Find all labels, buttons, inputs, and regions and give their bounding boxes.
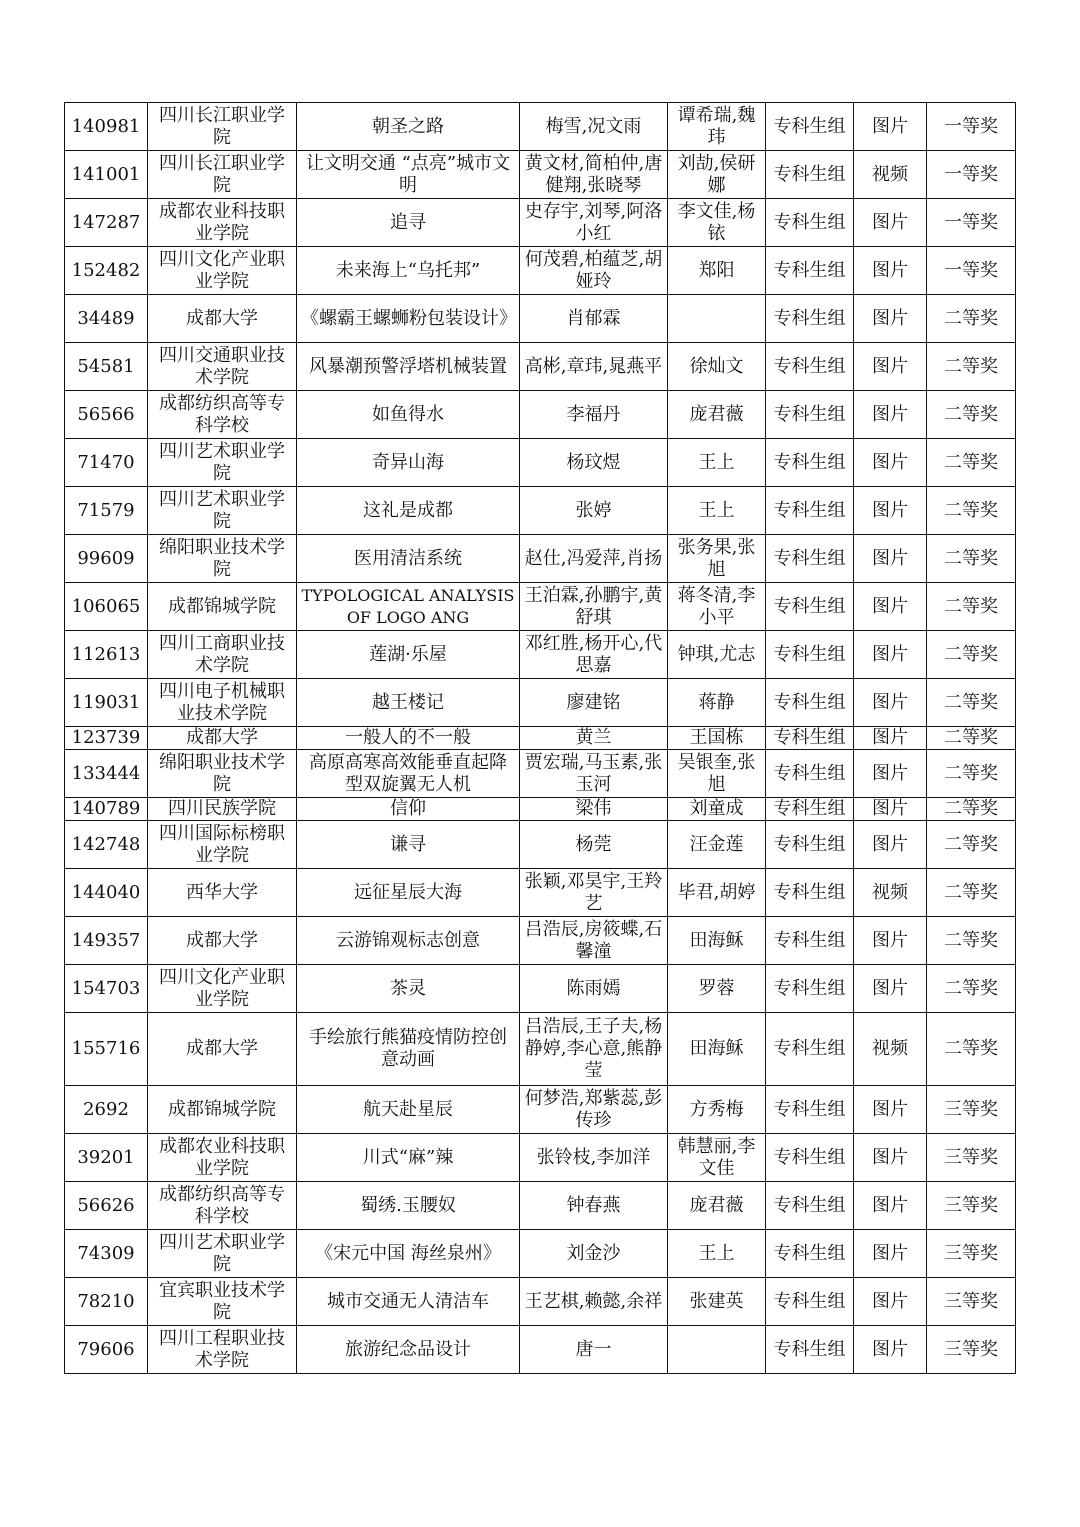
group-cell: 专科生组	[766, 487, 854, 535]
work-title-cell: 《螺霸王螺蛳粉包装设计》	[297, 295, 520, 343]
advisors-cell: 李文佳,杨铱	[668, 199, 766, 247]
entry-id-cell: 106065	[65, 583, 148, 631]
award-cell: 二等奖	[927, 965, 1016, 1013]
advisors-cell: 张建英	[668, 1278, 766, 1326]
award-cell: 二等奖	[927, 487, 1016, 535]
school-cell: 四川长江职业学院	[148, 151, 297, 199]
table-row	[65, 1134, 1016, 1182]
work-title-cell: 一般人的不一般	[297, 727, 520, 750]
advisors-cell: 徐灿文	[668, 343, 766, 391]
table-row	[65, 821, 1016, 869]
authors-cell: 黄文材,简柏仲,唐健翔,张晓琴	[520, 151, 668, 199]
award-cell: 二等奖	[927, 1013, 1016, 1086]
award-cell: 二等奖	[927, 295, 1016, 343]
work-title-cell: 追寻	[297, 199, 520, 247]
award-cell: 一等奖	[927, 199, 1016, 247]
work-title-cell: 远征星辰大海	[297, 869, 520, 917]
work-type-cell: 图片	[854, 631, 927, 679]
advisors-cell	[668, 1326, 766, 1374]
advisors-cell: 田海稣	[668, 1013, 766, 1086]
table-row	[65, 1086, 1016, 1134]
authors-cell: 陈雨嫣	[520, 965, 668, 1013]
group-cell: 专科生组	[766, 631, 854, 679]
group-cell: 专科生组	[766, 391, 854, 439]
entry-id-cell: 133444	[65, 750, 148, 798]
table-row	[65, 439, 1016, 487]
school-cell: 成都纺织高等专科学校	[148, 391, 297, 439]
authors-cell: 杨莞	[520, 821, 668, 869]
advisors-cell: 庞君薇	[668, 391, 766, 439]
work-title-cell: 未来海上“乌托邦”	[297, 247, 520, 295]
work-type-cell: 图片	[854, 487, 927, 535]
table-row	[65, 631, 1016, 679]
entry-id-cell: 142748	[65, 821, 148, 869]
entry-id-cell: 78210	[65, 1278, 148, 1326]
entry-id-cell: 34489	[65, 295, 148, 343]
entry-id-cell: 54581	[65, 343, 148, 391]
entry-id-cell: 99609	[65, 535, 148, 583]
advisors-cell: 吴银奎,张旭	[668, 750, 766, 798]
group-cell: 专科生组	[766, 247, 854, 295]
school-cell: 成都农业科技职业学院	[148, 1134, 297, 1182]
authors-cell: 史存宇,刘琴,阿洛小红	[520, 199, 668, 247]
table-row	[65, 199, 1016, 247]
awards-table	[64, 102, 1016, 1374]
entry-id-cell: 154703	[65, 965, 148, 1013]
entry-id-cell: 74309	[65, 1230, 148, 1278]
authors-cell: 贾宏瑞,马玉素,张玉河	[520, 750, 668, 798]
school-cell: 四川艺术职业学院	[148, 1230, 297, 1278]
authors-cell: 李福丹	[520, 391, 668, 439]
authors-cell: 钟春燕	[520, 1182, 668, 1230]
table-row	[65, 1182, 1016, 1230]
entry-id-cell: 112613	[65, 631, 148, 679]
authors-cell: 黄兰	[520, 727, 668, 750]
group-cell: 专科生组	[766, 583, 854, 631]
authors-cell: 吕浩辰,房筱蝶,石馨潼	[520, 917, 668, 965]
school-cell: 绵阳职业技术学院	[148, 750, 297, 798]
authors-cell: 杨玟煜	[520, 439, 668, 487]
authors-cell: 梅雪,况文雨	[520, 103, 668, 151]
award-cell: 二等奖	[927, 821, 1016, 869]
work-title-cell: 让文明交通 “点亮”城市文明	[297, 151, 520, 199]
school-cell: 成都大学	[148, 1013, 297, 1086]
table-row	[65, 1278, 1016, 1326]
entry-id-cell: 123739	[65, 727, 148, 750]
award-cell: 二等奖	[927, 343, 1016, 391]
group-cell: 专科生组	[766, 199, 854, 247]
entry-id-cell: 71470	[65, 439, 148, 487]
school-cell: 成都大学	[148, 295, 297, 343]
award-cell: 二等奖	[927, 391, 1016, 439]
entry-id-cell: 147287	[65, 199, 148, 247]
school-cell: 成都大学	[148, 917, 297, 965]
advisors-cell: 刘劼,侯研娜	[668, 151, 766, 199]
work-type-cell: 图片	[854, 583, 927, 631]
table-row	[65, 727, 1016, 750]
advisors-cell: 汪金莲	[668, 821, 766, 869]
award-cell: 三等奖	[927, 1182, 1016, 1230]
award-cell: 二等奖	[927, 439, 1016, 487]
group-cell: 专科生组	[766, 103, 854, 151]
authors-cell: 何梦浩,郑紫蕊,彭传珍	[520, 1086, 668, 1134]
work-title-cell: 云游锦观标志创意	[297, 917, 520, 965]
advisors-cell: 王上	[668, 1230, 766, 1278]
work-type-cell: 图片	[854, 750, 927, 798]
work-title-cell: 蜀绣.玉腰奴	[297, 1182, 520, 1230]
award-cell: 三等奖	[927, 1134, 1016, 1182]
advisors-cell: 毕君,胡婷	[668, 869, 766, 917]
work-title-cell: 这礼是成都	[297, 487, 520, 535]
advisors-cell: 刘童成	[668, 798, 766, 821]
group-cell: 专科生组	[766, 151, 854, 199]
authors-cell: 何茂碧,柏蕴芝,胡娅玲	[520, 247, 668, 295]
school-cell: 西华大学	[148, 869, 297, 917]
award-cell: 二等奖	[927, 750, 1016, 798]
table-row	[65, 679, 1016, 727]
work-type-cell: 视频	[854, 1013, 927, 1086]
group-cell: 专科生组	[766, 1326, 854, 1374]
award-cell: 二等奖	[927, 917, 1016, 965]
school-cell: 四川文化产业职业学院	[148, 965, 297, 1013]
school-cell: 四川文化产业职业学院	[148, 247, 297, 295]
work-type-cell: 图片	[854, 679, 927, 727]
school-cell: 成都纺织高等专科学校	[148, 1182, 297, 1230]
school-cell: 四川长江职业学院	[148, 103, 297, 151]
work-type-cell: 图片	[854, 1134, 927, 1182]
awards-table-body	[65, 103, 1016, 1374]
entry-id-cell: 2692	[65, 1086, 148, 1134]
work-title-cell: 茶灵	[297, 965, 520, 1013]
work-type-cell: 图片	[854, 391, 927, 439]
school-cell: 四川电子机械职业技术学院	[148, 679, 297, 727]
table-row	[65, 869, 1016, 917]
work-title-cell: 谦寻	[297, 821, 520, 869]
school-cell: 成都大学	[148, 727, 297, 750]
table-row	[65, 1326, 1016, 1374]
school-cell: 四川工商职业技术学院	[148, 631, 297, 679]
group-cell: 专科生组	[766, 821, 854, 869]
group-cell: 专科生组	[766, 439, 854, 487]
table-row	[65, 151, 1016, 199]
work-type-cell: 图片	[854, 917, 927, 965]
work-type-cell: 视频	[854, 869, 927, 917]
entry-id-cell: 56566	[65, 391, 148, 439]
entry-id-cell: 152482	[65, 247, 148, 295]
work-type-cell: 图片	[854, 821, 927, 869]
work-title-cell: 如鱼得水	[297, 391, 520, 439]
award-cell: 二等奖	[927, 869, 1016, 917]
work-title-cell: TYPOLOGICAL ANALYSIS OF LOGO ANG	[297, 583, 520, 631]
award-cell: 一等奖	[927, 151, 1016, 199]
advisors-cell: 张务果,张旭	[668, 535, 766, 583]
group-cell: 专科生组	[766, 1278, 854, 1326]
table-row	[65, 487, 1016, 535]
work-title-cell: 手绘旅行熊猫疫情防控创意动画	[297, 1013, 520, 1086]
work-title-cell: 莲湖·乐屋	[297, 631, 520, 679]
work-title-cell: 川式“麻”辣	[297, 1134, 520, 1182]
advisors-cell: 田海稣	[668, 917, 766, 965]
school-cell: 绵阳职业技术学院	[148, 535, 297, 583]
group-cell: 专科生组	[766, 798, 854, 821]
work-title-cell: 航天赴星辰	[297, 1086, 520, 1134]
advisors-cell: 罗蓉	[668, 965, 766, 1013]
advisors-cell: 蒋冬清,李小平	[668, 583, 766, 631]
authors-cell: 刘金沙	[520, 1230, 668, 1278]
table-row	[65, 343, 1016, 391]
work-type-cell: 图片	[854, 247, 927, 295]
group-cell: 专科生组	[766, 295, 854, 343]
work-type-cell: 图片	[854, 1182, 927, 1230]
work-type-cell: 图片	[854, 727, 927, 750]
table-row	[65, 965, 1016, 1013]
work-title-cell: 《宋元中国 海丝泉州》	[297, 1230, 520, 1278]
table-row	[65, 103, 1016, 151]
award-cell: 二等奖	[927, 583, 1016, 631]
entry-id-cell: 149357	[65, 917, 148, 965]
authors-cell: 王泊霖,孙鹏宇,黄舒琪	[520, 583, 668, 631]
authors-cell: 肖郁霖	[520, 295, 668, 343]
award-cell: 三等奖	[927, 1326, 1016, 1374]
work-title-cell: 旅游纪念品设计	[297, 1326, 520, 1374]
advisors-cell: 谭希瑞,魏玮	[668, 103, 766, 151]
group-cell: 专科生组	[766, 679, 854, 727]
work-type-cell: 图片	[854, 343, 927, 391]
table-row	[65, 917, 1016, 965]
authors-cell: 吕浩辰,王子夫,杨静婷,李心意,熊静莹	[520, 1013, 668, 1086]
work-title-cell: 朝圣之路	[297, 103, 520, 151]
work-title-cell: 越王楼记	[297, 679, 520, 727]
advisors-cell: 王上	[668, 487, 766, 535]
school-cell: 成都农业科技职业学院	[148, 199, 297, 247]
advisors-cell: 钟琪,尤志	[668, 631, 766, 679]
advisors-cell: 韩慧丽,李文佳	[668, 1134, 766, 1182]
authors-cell: 张铃枝,李加洋	[520, 1134, 668, 1182]
authors-cell: 廖建铭	[520, 679, 668, 727]
school-cell: 成都锦城学院	[148, 1086, 297, 1134]
authors-cell: 张婷	[520, 487, 668, 535]
advisors-cell: 郑阳	[668, 247, 766, 295]
group-cell: 专科生组	[766, 727, 854, 750]
group-cell: 专科生组	[766, 917, 854, 965]
award-cell: 二等奖	[927, 631, 1016, 679]
table-row	[65, 750, 1016, 798]
table-row	[65, 535, 1016, 583]
work-type-cell: 图片	[854, 798, 927, 821]
award-cell: 二等奖	[927, 535, 1016, 583]
group-cell: 专科生组	[766, 343, 854, 391]
authors-cell: 梁伟	[520, 798, 668, 821]
school-cell: 四川工程职业技术学院	[148, 1326, 297, 1374]
award-cell: 二等奖	[927, 679, 1016, 727]
group-cell: 专科生组	[766, 750, 854, 798]
entry-id-cell: 140789	[65, 798, 148, 821]
work-type-cell: 图片	[854, 295, 927, 343]
group-cell: 专科生组	[766, 1134, 854, 1182]
work-title-cell: 高原高寒高效能垂直起降型双旋翼无人机	[297, 750, 520, 798]
school-cell: 宜宾职业技术学院	[148, 1278, 297, 1326]
award-cell: 三等奖	[927, 1278, 1016, 1326]
entry-id-cell: 140981	[65, 103, 148, 151]
work-title-cell: 奇异山海	[297, 439, 520, 487]
award-cell: 一等奖	[927, 247, 1016, 295]
advisors-cell: 庞君薇	[668, 1182, 766, 1230]
table-row	[65, 295, 1016, 343]
authors-cell: 赵仕,冯爱萍,肖扬	[520, 535, 668, 583]
work-type-cell: 图片	[854, 199, 927, 247]
school-cell: 成都锦城学院	[148, 583, 297, 631]
school-cell: 四川艺术职业学院	[148, 487, 297, 535]
authors-cell: 张颖,邓昊宇,王羚艺	[520, 869, 668, 917]
work-type-cell: 图片	[854, 965, 927, 1013]
authors-cell: 高彬,章玮,晁燕平	[520, 343, 668, 391]
group-cell: 专科生组	[766, 1182, 854, 1230]
group-cell: 专科生组	[766, 535, 854, 583]
work-type-cell: 图片	[854, 1230, 927, 1278]
entry-id-cell: 79606	[65, 1326, 148, 1374]
group-cell: 专科生组	[766, 1013, 854, 1086]
advisors-cell: 王国栋	[668, 727, 766, 750]
authors-cell: 邓红胜,杨开心,代思嘉	[520, 631, 668, 679]
group-cell: 专科生组	[766, 965, 854, 1013]
group-cell: 专科生组	[766, 1086, 854, 1134]
group-cell: 专科生组	[766, 869, 854, 917]
work-type-cell: 图片	[854, 103, 927, 151]
work-title-cell: 风暴潮预警浮塔机械装置	[297, 343, 520, 391]
work-type-cell: 图片	[854, 1278, 927, 1326]
work-type-cell: 图片	[854, 1086, 927, 1134]
work-title-cell: 信仰	[297, 798, 520, 821]
work-title-cell: 医用清洁系统	[297, 535, 520, 583]
table-row	[65, 1013, 1016, 1086]
school-cell: 四川国际标榜职业学院	[148, 821, 297, 869]
table-row	[65, 1230, 1016, 1278]
advisors-cell: 蒋静	[668, 679, 766, 727]
authors-cell: 唐一	[520, 1326, 668, 1374]
award-cell: 一等奖	[927, 103, 1016, 151]
entry-id-cell: 141001	[65, 151, 148, 199]
advisors-cell	[668, 295, 766, 343]
school-cell: 四川交通职业技术学院	[148, 343, 297, 391]
award-cell: 三等奖	[927, 1230, 1016, 1278]
entry-id-cell: 56626	[65, 1182, 148, 1230]
entry-id-cell: 155716	[65, 1013, 148, 1086]
entry-id-cell: 39201	[65, 1134, 148, 1182]
entry-id-cell: 144040	[65, 869, 148, 917]
award-cell: 二等奖	[927, 727, 1016, 750]
table-row	[65, 798, 1016, 821]
work-type-cell: 图片	[854, 1326, 927, 1374]
work-type-cell: 图片	[854, 535, 927, 583]
school-cell: 四川民族学院	[148, 798, 297, 821]
advisors-cell: 王上	[668, 439, 766, 487]
award-cell: 三等奖	[927, 1086, 1016, 1134]
work-title-cell: 城市交通无人清洁车	[297, 1278, 520, 1326]
school-cell: 四川艺术职业学院	[148, 439, 297, 487]
award-cell: 二等奖	[927, 798, 1016, 821]
advisors-cell: 方秀梅	[668, 1086, 766, 1134]
table-row	[65, 583, 1016, 631]
work-type-cell: 图片	[854, 439, 927, 487]
authors-cell: 王艺棋,赖懿,余祥	[520, 1278, 668, 1326]
table-row	[65, 247, 1016, 295]
entry-id-cell: 119031	[65, 679, 148, 727]
entry-id-cell: 71579	[65, 487, 148, 535]
group-cell: 专科生组	[766, 1230, 854, 1278]
work-type-cell: 视频	[854, 151, 927, 199]
table-row	[65, 391, 1016, 439]
